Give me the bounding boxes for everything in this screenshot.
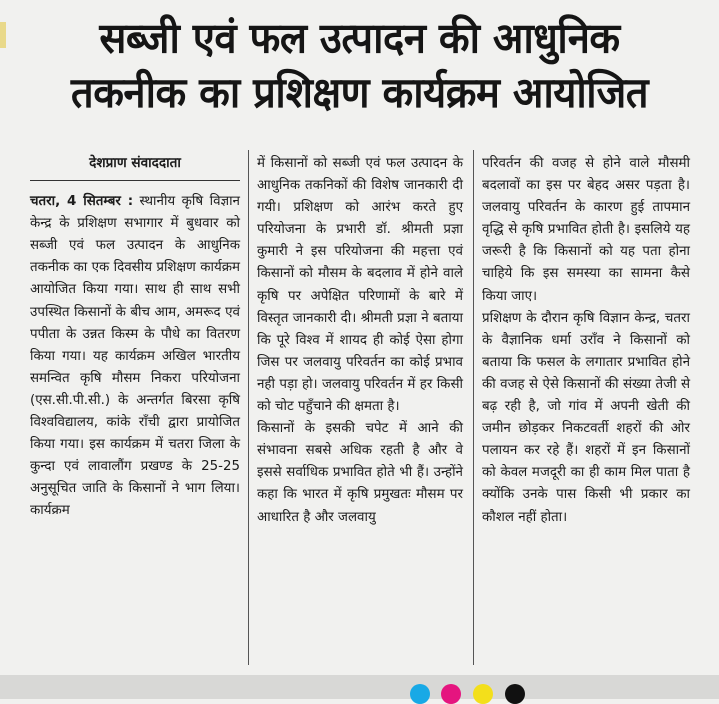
headline-line-2: तकनीक का प्रशिक्षण कार्यक्रम आयोजित [70, 69, 649, 118]
article-column-2 [257, 153, 463, 529]
byline: देशप्राण संवाददाता [30, 148, 240, 181]
column-1-paragraph [30, 191, 240, 522]
cyan-registration-dot [410, 684, 430, 704]
dateline: चतरा, 4 सितम्बर : [30, 194, 134, 210]
column-divider [248, 150, 249, 665]
column-2-paragraph-2: किसानों के इसकी चपेट में आने की संभावना सबसे अधिक रहती है और वे इससे सर्वाधिक प्रभावित होते भी हैं। उन्होंने कहा कि भारत में कृषि प्रमुखतः मौसम पर आधारित है और जलवायु [257, 421, 463, 525]
magenta-registration-dot [441, 684, 461, 704]
article-column-1 [30, 148, 240, 523]
column-3-paragraph-1: परिवर्तन की वजह से होने वाले मौसमी बदलावों का इस पर बेहद असर पड़ता है। जलवायु परिवर्तन के कारण हुई तापमान वृद्धि से कृषि प्रभावित होती है। इसलिये यह जरूरी है कि किसानों को यह पता होना चाहिये कि इस समस्या का सामना कैसे किया जाए। [482, 156, 690, 304]
headline [0, 11, 719, 120]
black-registration-dot [505, 684, 525, 704]
column-1-text: स्थानीय कृषि विज्ञान केन्द्र के प्रशिक्षण सभागार में बुधवार को सब्जी एवं फल उत्पादन के आधुनिक तकनीक का एक दिवसीय प्रशिक्षण कार्यक्रम आयोजित किया गया। साथ ही साथ सभी उपस्थित किसानों के बीच आम, अमरूद एवं पपीता के उन्नत किस्म के पौधे का वितरण किया गया। यह कार्यक्रम अखिल भारतीय समन्वित कृषि मौसम निकरा परियोजना (एस.सी.पी.सी.) के अन्तर्गत बिरसा कृषि विश्वविद्यालय, कांके राँची द्वारा प्रायोजित किया गया। इस कार्यक्रम में चतरा जिला के कुन्दा एवं लावालौंग प्रखण्ड के 25-25 अनुसूचित जाति के किसानों ने भाग लिया। कार्यक्रम [30, 194, 240, 519]
column-divider [473, 150, 474, 665]
yellow-registration-dot [473, 684, 493, 704]
article-column-3 [482, 153, 690, 529]
column-3-paragraph-2: प्रशिक्षण के दौरान कृषि विज्ञान केन्द्र, चतरा के वैज्ञानिक धर्मा उराँव ने किसानों को बताया कि फसल के लगातार प्रभावित होने की वजह से ऐसे किसानों की संख्या तेजी से बढ़ रही है, जो गांव में अपनी खेती की जमीन छोड़कर निकटवर्ती शहरों की ओर पलायन कर रहे हैं। शहरों में इन किसानों को केवल मजदूरी का ही काम मिल पाता है क्योंकि उनके पास किसी भी प्रकार का कौशल नहीं होता। [482, 310, 690, 525]
column-2-paragraph-1: में किसानों को सब्जी एवं फल उत्पादन के आधुनिक तकनिकों की विशेष जानकारी दी गयी। प्रशिक्षण को आरंभ करते हुए परियोजना के प्रभारी डॉ. श्रीमती प्रज्ञा कुमारी ने इस परियोजना की महत्ता एवं किसानों को मौसम के बदलाव में होने वाले कृषि पर अपेक्षित परिणामों के बारे में विस्तृत जानकारी दी। श्रीमती प्रज्ञा ने बताया कि पूरे विश्व में शायद ही कोई ऐसा होगा जिस पर जलवायु परिवर्तन का कोई प्रभाव नही पड़ा हो। जलवायु परिवर्तन में हर किसी को चोट पहुँचाने की क्षमता है। [257, 156, 463, 415]
headline-line-1: सब्जी एवं फल उत्पादन की आधुनिक [99, 14, 620, 63]
print-margin-strip [0, 675, 719, 699]
